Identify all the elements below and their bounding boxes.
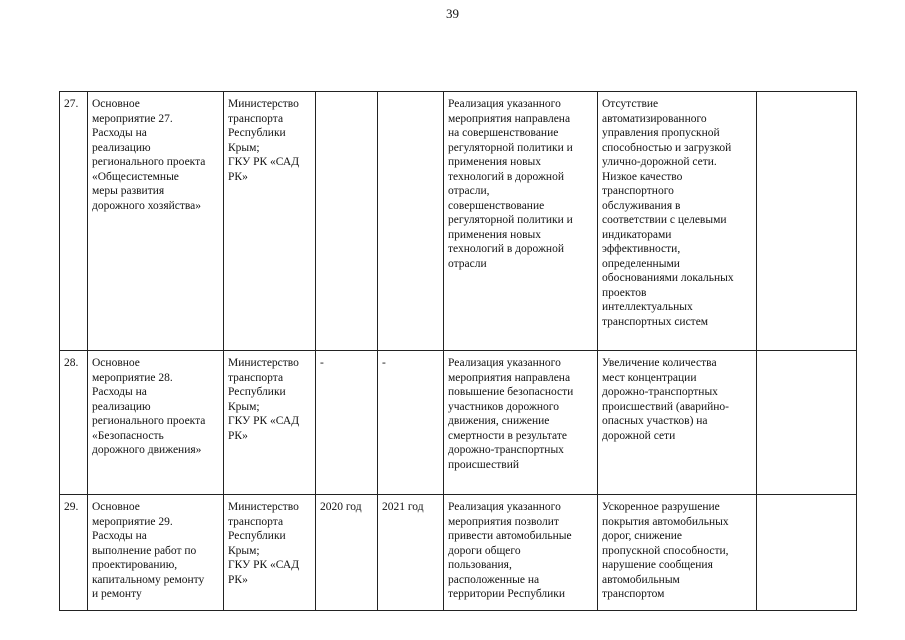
- consequences-cell: Ускоренное разрушение покрытия автомобильных дорог, снижение пропускной способности, нарушение сообщения автомобильным транспортом: [598, 495, 757, 611]
- page-number: 39: [446, 6, 459, 21]
- expected-result-cell: Реализация указанного мероприятия направлена на совершенствование регуляторной политики и применения новых технологий в дорожной отрасли, совершенствование регуляторной политики и применения новых технологий в дорожной отрасли: [444, 92, 598, 351]
- expected-result-cell: Реализация указанного мероприятия позволит привести автомобильные дороги общего пользования, расположенные на территории Республики: [444, 495, 598, 611]
- end-year-cell: [378, 92, 444, 351]
- table-row: [60, 351, 857, 495]
- activity-name-cell: Основное мероприятие 27. Расходы на реализацию регионального проекта «Общесистемные меры развития дорожного хозяйства»: [88, 92, 224, 351]
- start-year-cell: [316, 92, 378, 351]
- program-activities-table: [59, 91, 857, 611]
- row-number-cell: 29.: [60, 495, 88, 611]
- table-row: [60, 495, 857, 611]
- end-year-cell: 2021 год: [378, 495, 444, 611]
- link-cell: [757, 92, 857, 351]
- link-cell: [757, 495, 857, 611]
- row-number-cell: 28.: [60, 351, 88, 495]
- end-year-cell: -: [378, 351, 444, 495]
- expected-result-cell: Реализация указанного мероприятия направлена повышение безопасности участников дорожного движения, снижение смертности в результате дорожно-транспортных происшествий: [444, 351, 598, 495]
- link-cell: [757, 351, 857, 495]
- activity-name-cell: Основное мероприятие 28. Расходы на реализацию регионального проекта «Безопасность дорожного движения»: [88, 351, 224, 495]
- executor-cell: Министерство транспорта Республики Крым; ГКУ РК «САД РК»: [224, 351, 316, 495]
- start-year-cell: -: [316, 351, 378, 495]
- table-row: [60, 92, 857, 351]
- executor-cell: Министерство транспорта Республики Крым; ГКУ РК «САД РК»: [224, 92, 316, 351]
- executor-cell: Министерство транспорта Республики Крым; ГКУ РК «САД РК»: [224, 495, 316, 611]
- row-number-cell: 27.: [60, 92, 88, 351]
- activity-name-cell: Основное мероприятие 29. Расходы на выполнение работ по проектированию, капитальному ремонту и ремонту: [88, 495, 224, 611]
- start-year-cell: 2020 год: [316, 495, 378, 611]
- consequences-cell: Отсутствие автоматизированного управления пропускной способностью и загрузкой улично-дорожной сети. Низкое качество транспортного обслуживания в соответствии с целевыми индикаторами эффективности, определенными обоснованиями локальных проектов интеллектуальных транспортных систем: [598, 92, 757, 351]
- consequences-cell: Увеличение количества мест концентрации дорожно-транспортных происшествий (аварийно- опасных участков) на дорожной сети: [598, 351, 757, 495]
